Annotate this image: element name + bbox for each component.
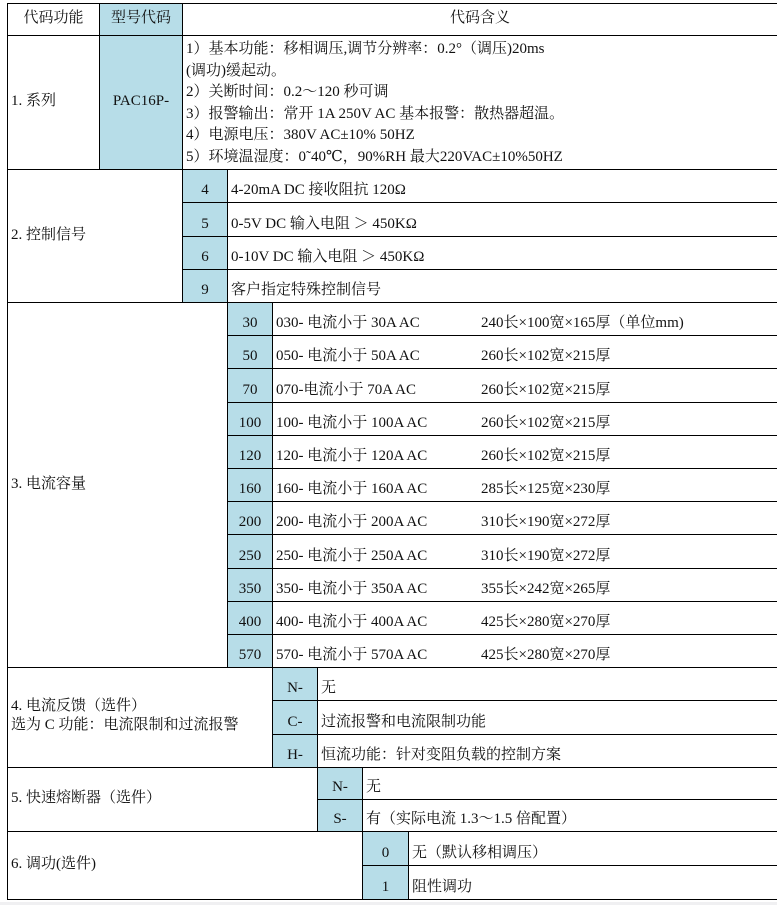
option-code: 4 — [182, 169, 228, 203]
option-description — [272, 501, 777, 535]
group-label-text — [11, 226, 86, 245]
series-label: 1. 系列 — [7, 35, 100, 170]
option-desc-text: 250- 电流小于 250A AC — [276, 548, 428, 564]
option-code: C- — [272, 700, 318, 735]
option-code: 100 — [227, 402, 273, 436]
option-description — [272, 601, 777, 635]
option-code: 1 — [362, 865, 409, 900]
option-desc-text: 无 — [366, 779, 382, 795]
option-size-text: 260长×102宽×215厚 — [481, 415, 611, 431]
header-model-code: 型号代码 — [99, 3, 183, 36]
option-desc-text: 350- 电流小于 350A AC — [276, 581, 428, 597]
option-desc-text: 0-5V DC 输入电阻 ＞ 450KΩ — [231, 216, 417, 232]
option-description — [317, 734, 777, 768]
option-code: N- — [317, 767, 363, 800]
group-title: 4. 电流反馈（选件） — [11, 698, 147, 715]
option-size-text: 425长×280宽×270厚 — [481, 647, 611, 663]
option-code: 120 — [227, 435, 273, 469]
option-size-text: 240长×100宽×165厚（单位mm) — [481, 315, 684, 331]
group-note: 选为 C 功能：电流限制和过流报警 — [11, 717, 239, 734]
option-desc-text: 400- 电流小于 400A AC — [276, 614, 428, 630]
series-line: 1）基本功能：移相调压,调节分辨率：0.2°（调压)20ms — [186, 41, 545, 57]
option-description — [362, 767, 777, 800]
option-desc-text: 客户指定特殊控制信号 — [231, 282, 382, 298]
group-title: 3. 电流容量 — [11, 475, 87, 492]
option-description — [272, 568, 777, 602]
group-label-text — [11, 855, 96, 874]
option-desc-text: 100- 电流小于 100A AC — [276, 415, 428, 431]
option-code: N- — [272, 667, 318, 701]
option-code: H- — [272, 734, 318, 768]
header-function: 代码功能 — [7, 3, 100, 36]
option-size-text: 260长×102宽×215厚 — [481, 348, 611, 364]
option-description — [272, 302, 777, 336]
option-code: 6 — [182, 236, 228, 270]
fuse-label — [7, 767, 318, 832]
option-description — [272, 402, 777, 436]
series-line: 5）环境温湿度：0˜40℃，90%RH 最大220VAC±10%50HZ — [186, 148, 563, 165]
option-code: 0 — [362, 831, 409, 866]
option-desc-text: 无（默认移相调压） — [412, 845, 548, 861]
option-desc-text: 过流报警和电流限制功能 — [321, 714, 487, 730]
option-desc-text: 4-20mA DC 接收阻抗 120Ω — [231, 182, 406, 198]
option-code: 200 — [227, 501, 273, 535]
option-code: 50 — [227, 335, 273, 369]
option-code: 9 — [182, 269, 228, 303]
option-desc-text: 0-10V DC 输入电阻 ＞ 450KΩ — [231, 249, 425, 265]
option-desc-text: 200- 电流小于 200A AC — [276, 514, 428, 530]
empty-cell — [407, 269, 777, 303]
option-size-text: 260长×102宽×215厚 — [481, 448, 611, 464]
series-line: (调功)缓起动。 — [186, 62, 286, 79]
option-desc-text: 070-电流小于 70A AC — [276, 382, 417, 398]
series-line: 3）报警输出：常开 1A 250V AC 基本报警：散热器超温。 — [186, 105, 565, 122]
option-size-text: 425长×280宽×270厚 — [481, 614, 611, 630]
option-description — [227, 202, 777, 237]
option-description — [362, 799, 777, 832]
power-regulation-label — [7, 831, 363, 900]
control-signal-label — [7, 169, 183, 303]
header-meaning: 代码含义 — [182, 3, 777, 36]
option-code: 400 — [227, 601, 273, 635]
option-desc-text: 570- 电流小于 570A AC — [276, 647, 428, 663]
series-code: PAC16P- — [99, 35, 183, 170]
group-label-text — [11, 475, 86, 494]
group-title: 2. 控制信号 — [11, 226, 87, 243]
option-desc-text: 030- 电流小于 30A AC — [276, 315, 420, 331]
option-code: 250 — [227, 534, 273, 569]
option-description — [227, 169, 777, 203]
option-description — [317, 700, 777, 735]
group-label-text — [11, 789, 161, 808]
option-size-text: 285长×125宽×230厚 — [481, 481, 611, 497]
option-size-text: 260长×102宽×215厚 — [481, 382, 611, 398]
option-description — [317, 667, 777, 701]
option-description — [272, 534, 777, 569]
option-description — [408, 831, 777, 866]
current-feedback-label — [7, 667, 273, 768]
option-code: 70 — [227, 368, 273, 403]
option-description — [408, 865, 777, 900]
series-line: 2）关断时间：0.2～120 秒可调 — [186, 84, 389, 100]
series-description — [182, 35, 777, 170]
option-desc-text: 有（实际电流 1.3～1.5 倍配置） — [366, 811, 577, 827]
option-description — [272, 634, 777, 668]
option-code: S- — [317, 799, 363, 832]
option-description — [272, 368, 777, 403]
option-size-text: 355长×242宽×265厚 — [481, 581, 611, 597]
group-label-text — [11, 697, 239, 735]
option-desc-text: 阻性调功 — [412, 879, 473, 895]
current-capacity-label — [7, 302, 228, 668]
group-title: 6. 调功(选件) — [11, 856, 96, 872]
option-size-text: 310长×190宽×272厚 — [481, 514, 611, 530]
option-code: 350 — [227, 568, 273, 602]
series-line: 4）电源电压：380V AC±10% 50HZ — [186, 127, 415, 143]
option-code: 570 — [227, 634, 273, 668]
option-description — [272, 468, 777, 502]
option-desc-text: 恒流功能：针对变阻负载的控制方案 — [321, 747, 562, 763]
option-desc-text: 160- 电流小于 160A AC — [276, 481, 428, 497]
option-code: 5 — [182, 202, 228, 237]
option-description — [272, 435, 777, 469]
option-desc-text: 无 — [321, 680, 337, 696]
option-description — [272, 335, 777, 369]
group-title: 5. 快速熔断器（选件） — [11, 790, 162, 806]
option-description — [227, 236, 777, 270]
option-description — [227, 269, 408, 303]
option-code: 30 — [227, 302, 273, 336]
option-desc-text: 120- 电流小于 120A AC — [276, 448, 428, 464]
option-code: 160 — [227, 468, 273, 502]
option-desc-text: 050- 电流小于 50A AC — [276, 348, 420, 364]
option-size-text: 310长×190宽×272厚 — [481, 548, 611, 564]
